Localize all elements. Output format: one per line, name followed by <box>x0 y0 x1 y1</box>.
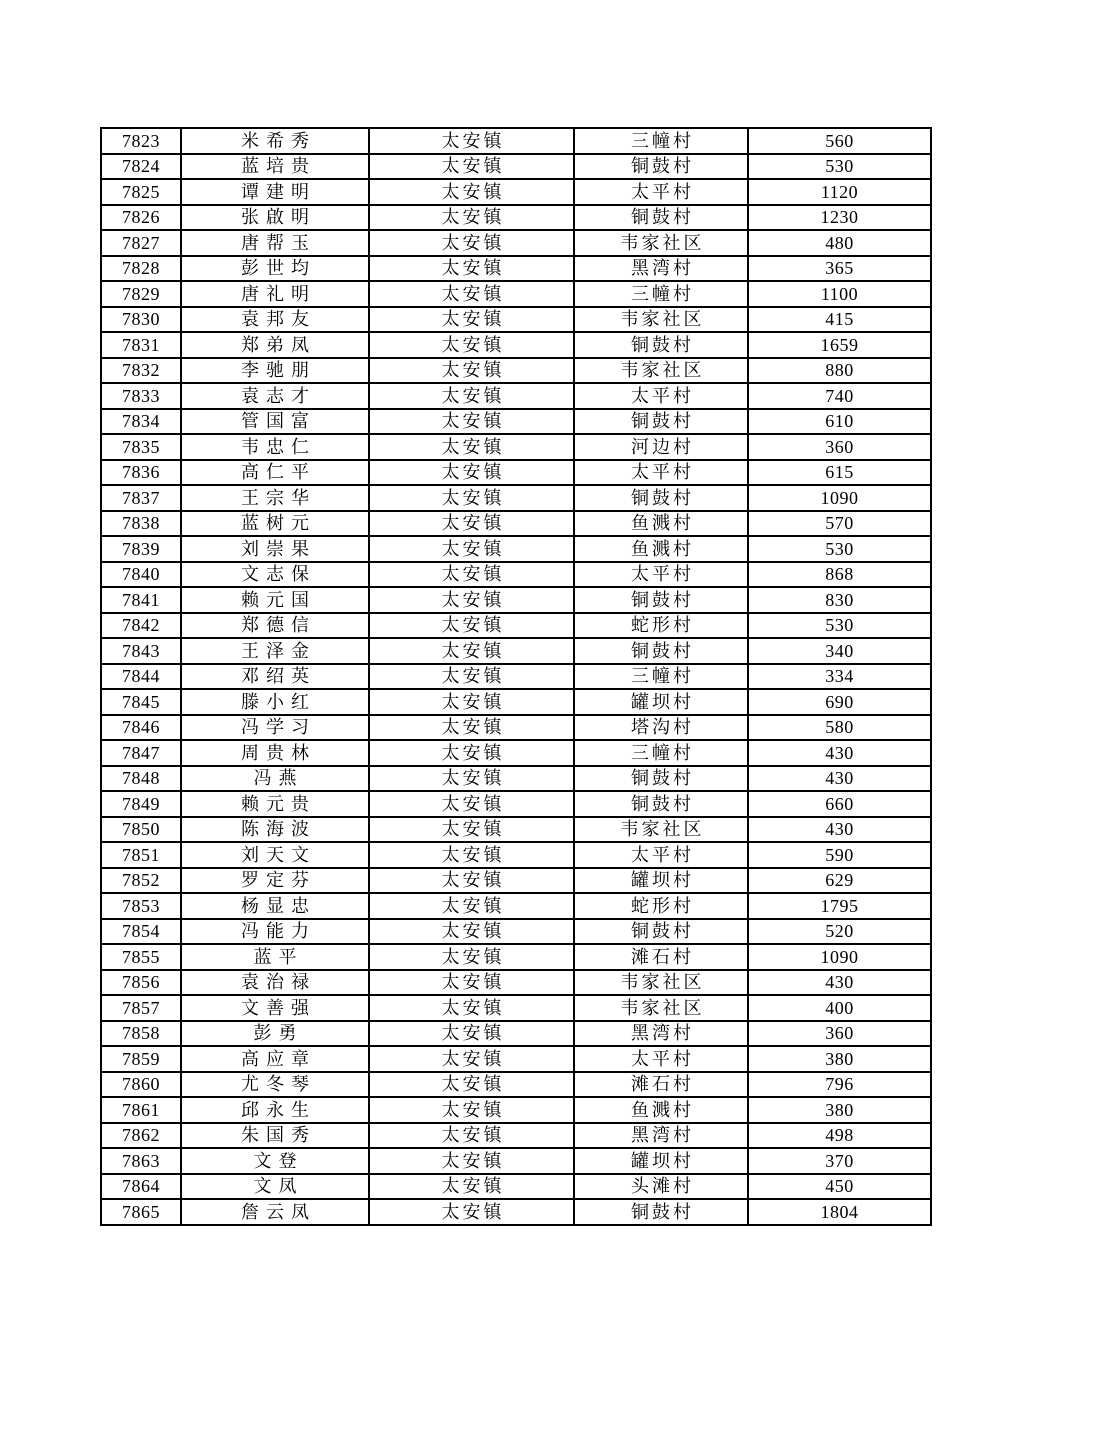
village-cell: 滩石村 <box>574 944 748 970</box>
amount-cell: 580 <box>748 715 931 741</box>
table-row <box>101 307 931 333</box>
amount-cell: 1120 <box>748 179 931 205</box>
serial-number-cell: 7863 <box>101 1148 181 1174</box>
name-cell: 尤冬琴 <box>181 1072 369 1098</box>
village-cell: 黑湾村 <box>574 1021 748 1047</box>
name-cell: 罗定芬 <box>181 868 369 894</box>
town-cell: 太安镇 <box>369 536 574 562</box>
name-cell: 王宗华 <box>181 485 369 511</box>
serial-number-cell: 7860 <box>101 1072 181 1098</box>
table-row <box>101 868 931 894</box>
village-cell: 太平村 <box>574 383 748 409</box>
amount-cell: 1230 <box>748 205 931 231</box>
table-row <box>101 587 931 613</box>
serial-number-cell: 7839 <box>101 536 181 562</box>
table-row <box>101 1021 931 1047</box>
town-cell: 太安镇 <box>369 383 574 409</box>
amount-cell: 1804 <box>748 1199 931 1225</box>
name-cell: 彭世均 <box>181 256 369 282</box>
town-cell: 太安镇 <box>369 1097 574 1123</box>
town-cell: 太安镇 <box>369 689 574 715</box>
serial-number-cell: 7854 <box>101 919 181 945</box>
table-row <box>101 613 931 639</box>
table-row <box>101 919 931 945</box>
amount-cell: 868 <box>748 562 931 588</box>
serial-number-cell: 7858 <box>101 1021 181 1047</box>
name-cell: 文志保 <box>181 562 369 588</box>
amount-cell: 480 <box>748 230 931 256</box>
village-cell: 铜鼓村 <box>574 791 748 817</box>
name-cell: 唐礼明 <box>181 281 369 307</box>
name-cell: 袁志才 <box>181 383 369 409</box>
table-row <box>101 1097 931 1123</box>
town-cell: 太安镇 <box>369 154 574 180</box>
table-row <box>101 995 931 1021</box>
town-cell: 太安镇 <box>369 944 574 970</box>
amount-cell: 415 <box>748 307 931 333</box>
town-cell: 太安镇 <box>369 358 574 384</box>
name-cell: 文登 <box>181 1148 369 1174</box>
table-row <box>101 893 931 919</box>
table-row <box>101 536 931 562</box>
serial-number-cell: 7861 <box>101 1097 181 1123</box>
amount-cell: 560 <box>748 128 931 154</box>
serial-number-cell: 7865 <box>101 1199 181 1225</box>
amount-cell: 570 <box>748 511 931 537</box>
town-cell: 太安镇 <box>369 256 574 282</box>
name-cell: 蓝平 <box>181 944 369 970</box>
table-row <box>101 740 931 766</box>
name-cell: 唐帮玉 <box>181 230 369 256</box>
serial-number-cell: 7855 <box>101 944 181 970</box>
serial-number-cell: 7824 <box>101 154 181 180</box>
serial-number-cell: 7832 <box>101 358 181 384</box>
amount-cell: 830 <box>748 587 931 613</box>
village-cell: 铜鼓村 <box>574 485 748 511</box>
name-cell: 张啟明 <box>181 205 369 231</box>
serial-number-cell: 7838 <box>101 511 181 537</box>
name-cell: 郑弟凤 <box>181 332 369 358</box>
table-row <box>101 485 931 511</box>
table-row <box>101 409 931 435</box>
serial-number-cell: 7847 <box>101 740 181 766</box>
town-cell: 太安镇 <box>369 1199 574 1225</box>
village-cell: 蛇形村 <box>574 613 748 639</box>
table-row <box>101 205 931 231</box>
amount-cell: 430 <box>748 970 931 996</box>
serial-number-cell: 7856 <box>101 970 181 996</box>
amount-cell: 610 <box>748 409 931 435</box>
village-cell: 铜鼓村 <box>574 409 748 435</box>
name-cell: 文善强 <box>181 995 369 1021</box>
name-cell: 詹云凤 <box>181 1199 369 1225</box>
town-cell: 太安镇 <box>369 893 574 919</box>
amount-cell: 498 <box>748 1123 931 1149</box>
amount-cell: 1090 <box>748 944 931 970</box>
name-cell: 文凤 <box>181 1174 369 1200</box>
village-cell: 罐坝村 <box>574 689 748 715</box>
table-row <box>101 1123 931 1149</box>
name-cell: 谭建明 <box>181 179 369 205</box>
town-cell: 太安镇 <box>369 970 574 996</box>
village-cell: 河边村 <box>574 434 748 460</box>
town-cell: 太安镇 <box>369 1046 574 1072</box>
serial-number-cell: 7836 <box>101 460 181 486</box>
serial-number-cell: 7829 <box>101 281 181 307</box>
village-cell: 三幢村 <box>574 128 748 154</box>
table-row <box>101 689 931 715</box>
name-cell: 韦忠仁 <box>181 434 369 460</box>
table-row <box>101 358 931 384</box>
table-row <box>101 128 931 154</box>
serial-number-cell: 7852 <box>101 868 181 894</box>
town-cell: 太安镇 <box>369 1021 574 1047</box>
name-cell: 冯能力 <box>181 919 369 945</box>
amount-cell: 400 <box>748 995 931 1021</box>
table-row <box>101 511 931 537</box>
amount-cell: 530 <box>748 536 931 562</box>
amount-cell: 796 <box>748 1072 931 1098</box>
town-cell: 太安镇 <box>369 664 574 690</box>
village-cell: 铜鼓村 <box>574 638 748 664</box>
name-cell: 冯学习 <box>181 715 369 741</box>
name-cell: 赖元国 <box>181 587 369 613</box>
serial-number-cell: 7845 <box>101 689 181 715</box>
table-row <box>101 817 931 843</box>
amount-cell: 334 <box>748 664 931 690</box>
town-cell: 太安镇 <box>369 740 574 766</box>
table-row <box>101 970 931 996</box>
town-cell: 太安镇 <box>369 791 574 817</box>
name-cell: 彭勇 <box>181 1021 369 1047</box>
serial-number-cell: 7823 <box>101 128 181 154</box>
name-cell: 袁治禄 <box>181 970 369 996</box>
amount-cell: 690 <box>748 689 931 715</box>
amount-cell: 615 <box>748 460 931 486</box>
village-cell: 韦家社区 <box>574 230 748 256</box>
town-cell: 太安镇 <box>369 128 574 154</box>
table-row <box>101 332 931 358</box>
name-cell: 高仁平 <box>181 460 369 486</box>
name-cell: 周贵林 <box>181 740 369 766</box>
amount-cell: 520 <box>748 919 931 945</box>
table-row <box>101 281 931 307</box>
name-cell: 邱永生 <box>181 1097 369 1123</box>
serial-number-cell: 7828 <box>101 256 181 282</box>
town-cell: 太安镇 <box>369 715 574 741</box>
serial-number-cell: 7827 <box>101 230 181 256</box>
amount-cell: 380 <box>748 1046 931 1072</box>
serial-number-cell: 7851 <box>101 842 181 868</box>
serial-number-cell: 7848 <box>101 766 181 792</box>
town-cell: 太安镇 <box>369 1174 574 1200</box>
village-cell: 鱼溅村 <box>574 536 748 562</box>
amount-cell: 450 <box>748 1174 931 1200</box>
table-row <box>101 1199 931 1225</box>
table-row <box>101 1148 931 1174</box>
amount-cell: 1659 <box>748 332 931 358</box>
table-row <box>101 715 931 741</box>
name-cell: 李驰朋 <box>181 358 369 384</box>
name-cell: 赖元贵 <box>181 791 369 817</box>
town-cell: 太安镇 <box>369 511 574 537</box>
serial-number-cell: 7846 <box>101 715 181 741</box>
table-row <box>101 154 931 180</box>
town-cell: 太安镇 <box>369 995 574 1021</box>
village-cell: 韦家社区 <box>574 817 748 843</box>
name-cell: 蓝树元 <box>181 511 369 537</box>
village-cell: 铜鼓村 <box>574 154 748 180</box>
town-cell: 太安镇 <box>369 409 574 435</box>
serial-number-cell: 7837 <box>101 485 181 511</box>
village-cell: 罐坝村 <box>574 1148 748 1174</box>
amount-cell: 360 <box>748 1021 931 1047</box>
town-cell: 太安镇 <box>369 587 574 613</box>
amount-cell: 430 <box>748 740 931 766</box>
village-cell: 铜鼓村 <box>574 919 748 945</box>
name-cell: 朱国秀 <box>181 1123 369 1149</box>
serial-number-cell: 7844 <box>101 664 181 690</box>
table-row <box>101 179 931 205</box>
name-cell: 陈海波 <box>181 817 369 843</box>
records-table <box>100 127 932 1226</box>
village-cell: 三幢村 <box>574 281 748 307</box>
name-cell: 刘崇果 <box>181 536 369 562</box>
table-row <box>101 1174 931 1200</box>
town-cell: 太安镇 <box>369 434 574 460</box>
table-row <box>101 256 931 282</box>
town-cell: 太安镇 <box>369 230 574 256</box>
table-row <box>101 230 931 256</box>
town-cell: 太安镇 <box>369 307 574 333</box>
town-cell: 太安镇 <box>369 766 574 792</box>
amount-cell: 340 <box>748 638 931 664</box>
table-row <box>101 1046 931 1072</box>
amount-cell: 430 <box>748 817 931 843</box>
name-cell: 管国富 <box>181 409 369 435</box>
serial-number-cell: 7843 <box>101 638 181 664</box>
amount-cell: 1090 <box>748 485 931 511</box>
town-cell: 太安镇 <box>369 868 574 894</box>
name-cell: 蓝培贵 <box>181 154 369 180</box>
table-row <box>101 944 931 970</box>
town-cell: 太安镇 <box>369 460 574 486</box>
village-cell: 韦家社区 <box>574 358 748 384</box>
town-cell: 太安镇 <box>369 817 574 843</box>
serial-number-cell: 7835 <box>101 434 181 460</box>
amount-cell: 590 <box>748 842 931 868</box>
serial-number-cell: 7849 <box>101 791 181 817</box>
village-cell: 黑湾村 <box>574 1123 748 1149</box>
table-row <box>101 842 931 868</box>
serial-number-cell: 7841 <box>101 587 181 613</box>
table-row <box>101 434 931 460</box>
town-cell: 太安镇 <box>369 179 574 205</box>
records-tbody <box>101 128 931 1225</box>
table-row <box>101 638 931 664</box>
name-cell: 滕小红 <box>181 689 369 715</box>
village-cell: 韦家社区 <box>574 995 748 1021</box>
village-cell: 太平村 <box>574 1046 748 1072</box>
amount-cell: 740 <box>748 383 931 409</box>
village-cell: 太平村 <box>574 562 748 588</box>
amount-cell: 880 <box>748 358 931 384</box>
town-cell: 太安镇 <box>369 919 574 945</box>
village-cell: 太平村 <box>574 179 748 205</box>
name-cell: 王泽金 <box>181 638 369 664</box>
serial-number-cell: 7831 <box>101 332 181 358</box>
amount-cell: 430 <box>748 766 931 792</box>
serial-number-cell: 7859 <box>101 1046 181 1072</box>
name-cell: 刘天文 <box>181 842 369 868</box>
town-cell: 太安镇 <box>369 842 574 868</box>
village-cell: 太平村 <box>574 842 748 868</box>
village-cell: 铜鼓村 <box>574 332 748 358</box>
town-cell: 太安镇 <box>369 638 574 664</box>
serial-number-cell: 7830 <box>101 307 181 333</box>
table-row <box>101 664 931 690</box>
serial-number-cell: 7853 <box>101 893 181 919</box>
name-cell: 袁邦友 <box>181 307 369 333</box>
village-cell: 鱼溅村 <box>574 511 748 537</box>
village-cell: 铜鼓村 <box>574 587 748 613</box>
serial-number-cell: 7833 <box>101 383 181 409</box>
amount-cell: 1100 <box>748 281 931 307</box>
amount-cell: 380 <box>748 1097 931 1123</box>
serial-number-cell: 7857 <box>101 995 181 1021</box>
amount-cell: 360 <box>748 434 931 460</box>
town-cell: 太安镇 <box>369 485 574 511</box>
name-cell: 冯燕 <box>181 766 369 792</box>
table-row <box>101 460 931 486</box>
name-cell: 邓绍英 <box>181 664 369 690</box>
table-row <box>101 383 931 409</box>
serial-number-cell: 7850 <box>101 817 181 843</box>
village-cell: 铜鼓村 <box>574 1199 748 1225</box>
name-cell: 郑德信 <box>181 613 369 639</box>
serial-number-cell: 7826 <box>101 205 181 231</box>
amount-cell: 1795 <box>748 893 931 919</box>
village-cell: 滩石村 <box>574 1072 748 1098</box>
name-cell: 杨显忠 <box>181 893 369 919</box>
village-cell: 三幢村 <box>574 740 748 766</box>
table-row <box>101 791 931 817</box>
village-cell: 铜鼓村 <box>574 205 748 231</box>
serial-number-cell: 7864 <box>101 1174 181 1200</box>
table-row <box>101 1072 931 1098</box>
town-cell: 太安镇 <box>369 205 574 231</box>
table-row <box>101 562 931 588</box>
amount-cell: 530 <box>748 613 931 639</box>
town-cell: 太安镇 <box>369 613 574 639</box>
name-cell: 米希秀 <box>181 128 369 154</box>
village-cell: 罐坝村 <box>574 868 748 894</box>
table-row <box>101 766 931 792</box>
town-cell: 太安镇 <box>369 332 574 358</box>
village-cell: 韦家社区 <box>574 307 748 333</box>
name-cell: 高应章 <box>181 1046 369 1072</box>
amount-cell: 530 <box>748 154 931 180</box>
village-cell: 塔沟村 <box>574 715 748 741</box>
serial-number-cell: 7840 <box>101 562 181 588</box>
town-cell: 太安镇 <box>369 562 574 588</box>
village-cell: 太平村 <box>574 460 748 486</box>
amount-cell: 365 <box>748 256 931 282</box>
village-cell: 鱼溅村 <box>574 1097 748 1123</box>
serial-number-cell: 7834 <box>101 409 181 435</box>
village-cell: 黑湾村 <box>574 256 748 282</box>
village-cell: 韦家社区 <box>574 970 748 996</box>
town-cell: 太安镇 <box>369 1123 574 1149</box>
village-cell: 蛇形村 <box>574 893 748 919</box>
amount-cell: 370 <box>748 1148 931 1174</box>
town-cell: 太安镇 <box>369 1148 574 1174</box>
amount-cell: 660 <box>748 791 931 817</box>
town-cell: 太安镇 <box>369 281 574 307</box>
amount-cell: 629 <box>748 868 931 894</box>
serial-number-cell: 7862 <box>101 1123 181 1149</box>
serial-number-cell: 7842 <box>101 613 181 639</box>
town-cell: 太安镇 <box>369 1072 574 1098</box>
village-cell: 三幢村 <box>574 664 748 690</box>
village-cell: 铜鼓村 <box>574 766 748 792</box>
serial-number-cell: 7825 <box>101 179 181 205</box>
village-cell: 头滩村 <box>574 1174 748 1200</box>
